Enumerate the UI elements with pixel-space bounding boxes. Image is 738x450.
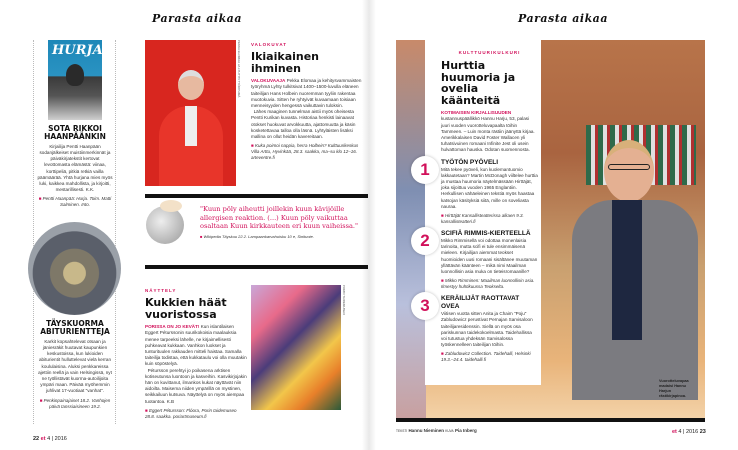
article-title: Ikiaikainen ihminen: [251, 50, 320, 75]
moon-image: [146, 206, 184, 244]
divider-bar: [396, 418, 705, 422]
section-title-right: Parasta aikaa: [518, 12, 608, 25]
wool-tuft-image: [160, 200, 182, 212]
issue-number: 4 | 2016: [678, 429, 699, 435]
item-title: SCIFIÄ RIMMIS-KIERTEELLÄ: [441, 230, 531, 238]
item-body: Mikko Rimmisellä voi odottaa monenlaisia tarinoita, mutta scifi ei tule ensimmäisenä mieleen. Kirjailijan aiemmat teokset huomioiden uusi romaani sisältänee muutaman yllättävän käänteen – mikä nimi Maailman luonnollisin asia muka on tieteisromaanille?: [441, 238, 538, 275]
article-body: [251, 78, 363, 140]
article-body: Karkit kopsahtelevat otsaan ja jäniesräkit huutavat kaupunkien keskustoissa, kun lukioiden abiturientit hulluttelevat vielä kerran koululaisina. Aluksi penkkareissa ajettiin reellä ja vain Helsingissä, nyt ne työllistävät kuorma-autoilijoita ympäri maan. Päivää myöhemmin juhlivat 17-vuotiaat "vanhat".: [38, 338, 112, 394]
valokuvat-article: [251, 42, 363, 161]
issue-number: 4 | 2016: [47, 436, 67, 442]
body-text: Lähes maaginen tunnelman aistii myös oheisesta Pentti Kurikan kuvasta. Historiaa henkisti lainaavat otokset huokuvat arvokkuutta, ajattomuutta ja käsin kosketettavaa talloa olla läsnä. Lyhtyläisten lisäksi mallina on ollut heidän kavereitaan.: [251, 109, 356, 139]
credit-author: Hannu Nieminen: [408, 428, 444, 433]
quote-block: [200, 205, 365, 240]
article-title: Kukkien häät vuoristossa: [145, 296, 227, 321]
flower-painting-photo: [251, 285, 341, 410]
list-item: [420, 230, 538, 290]
number-badge: 3: [411, 292, 439, 320]
magazine-logo: et: [672, 429, 677, 435]
page-footer-right: [672, 429, 706, 435]
glasses: [608, 164, 650, 170]
article-title: Hurttia huumoria ja ovelia käänteitä: [441, 59, 516, 107]
credit-label: TEKSTI: [396, 429, 408, 433]
quote-text: "Kuun pöly aiheutti joillekin kuun kävijöille allergisen reaktion. (...) Kuun pöly vaikuttaa osaltaan Kuun kirkkauteen eri kuun vaiheissa.": [200, 205, 359, 230]
body-text: Pekka Elomaa ja kehitysvammaisten työryhmä Lyhty tulkitsivat 1400–1500-luvulla eläneen taiteilijan Hans Holbein nuoremman tyyliin rakentaa muotokuvia. Sitten he ryhtyivät kuvaamaan toisiaan menneisyyden hengessä vaikuttavin tuloksin.: [251, 78, 362, 108]
page-number: 22: [33, 436, 40, 442]
nayttely-article: [145, 288, 247, 420]
sidebar-article-1: [37, 125, 113, 208]
article-body: Kirjailija Pentti Haanpään sodanjälkeiset muistiinmerkinnät ja päiväkirjatekstit kertovat levottomasta elämästä: viinaa, korttipeliä, pitkiä retkiä vailla päämäärää. Yhtä hurjana mies myös luki, kaikkea mahdollista, ja kirjoitti, mestarillisesti. K.K.: [37, 143, 113, 193]
body-text: kustannuspäällikkö Hannu Harju, 53, palasi juuri vuoden vuorotteluvapaalta töihin Tammeen. – Luin monta rästiin jäänyttä kirjaa. Amerikkalaisen David Foster Wallacen yli tuhatsivuinen romaani Infinite Jest oli usein hulvattoman hauska. Odotan suomennosta.: [441, 116, 535, 153]
lead-in: KOTIMAISEN KIRJALLISUUDEN: [441, 110, 512, 116]
article-intro: [441, 110, 538, 153]
lead-in: PORISSA ON JO KEVÄT!: [145, 324, 200, 330]
article-note: ■ Penkinpainajaiset 18.2. Vanhojen päivä tanssiaisineen 19.2.: [37, 398, 113, 410]
divider-bar: [145, 265, 368, 269]
section-kicker: NÄYTTELY: [145, 288, 177, 293]
list-item: [420, 295, 538, 363]
number-badge: 2: [411, 227, 439, 255]
article-note: ■ Pentti Haanpää: Hurja. Toim. Matti Salminen. Into.: [37, 196, 113, 208]
photo-credit: PEKKA ELOMAA JA LYHTYN TYÖRYHMÄ: [237, 40, 241, 98]
item-body: Mitä tekee pyöveli, kun kuolemantuomio lakkautetaan? Martin McDonagh viiltelee hurttia ja mustaa huumoria näytelmässään Hirttäjät, joka sijoittuu vuoden 1965 Englantiin. Herkullisen vähäeleinen tekstiä myös haastaa katsojan käsityksiä siitä, mille on soveliasta nauraa.: [441, 166, 538, 209]
lead-in: VALOKUVAAJA: [251, 78, 286, 84]
item-note: ■ Zabludowicz Collection. Taidehalli, Helsinki 19.3.–24.4. taidehalli.fi: [441, 351, 538, 363]
photo-credit: PORIN TAIDEMUSEO: [342, 285, 346, 315]
item-note: ■ Mikko Rimminen: Maailman luonnollisin asia. Ilmestyy huhtikuussa Teokselta.: [441, 278, 538, 290]
article-title: SOTA RIKKOI HAANPÄÄNKIN: [44, 124, 106, 141]
article-title: TÄYSKUORMA ABITURIENTTEJA: [40, 319, 110, 336]
section-kicker: VALOKUVAT: [251, 42, 287, 47]
photo-caption: Vuorotteluvapaa madaisi Hannu Harjun rästikirjapinoa.: [659, 379, 689, 398]
number-badge: 1: [411, 156, 439, 184]
item-title: TYÖTÖN PYÖVELI: [441, 158, 499, 166]
portrait-silhouette: [66, 64, 84, 86]
section-title-left: Parasta aikaa: [152, 12, 242, 25]
credit-label: KUVA: [445, 429, 454, 433]
kulttuuri-article: [420, 50, 538, 363]
item-title: KERÄILIJÄT RAOTTAVAT OVEA: [441, 295, 520, 311]
page-footer-left: [33, 436, 67, 442]
article-body: [145, 324, 247, 405]
book-cover-title: HURJA: [52, 43, 103, 58]
item-note: ■ Hirttäjät Kansallisteatterissa alkaen 9.3. kansallisteatteri.fi: [441, 213, 538, 225]
article-note: ■ Kuka poimoi nappia, herra Holbein? Kulttuurikeskus Villa Arttu, Hyvinkää, 28.3. saakka, ma–su klo 12–16. arteventre.fi: [251, 143, 363, 161]
article-note: ■ Eggert Pétursson: Flóora, Porin taidemuseo 28.8. saakka. poriartmuseum.fi: [145, 408, 247, 420]
truck-photo: [28, 222, 121, 315]
sidebar-article-2: [37, 320, 113, 410]
red-portrait-photo: [145, 40, 236, 186]
section-kicker: KULTTUURIKULKURI: [458, 50, 521, 55]
item-body: Viitisen vuotta sitten Anita ja Chaim "Poju" Zabludowicz perustivat Pernajan Sarvisaloon taiteilijaresidenssin. Siellä on myös osa pariskunnan taidekokoelmasta. Taidehallissa voi tutustua yhdeksän Sarvisalossa työskennelleen taiteilijan töihin.: [441, 311, 533, 348]
book-cover-image: [48, 40, 102, 120]
list-item: [420, 158, 538, 225]
page-number: 23: [699, 429, 706, 435]
body-text: Kun islantilaisen Eggert Péturssonin suurikokoisia maalauksia menee tarpeeksi lähelle, ne kirjaimellisesti puhkeavat kukkaan. Vanhkon luokset ja tunturituulen rakkauden mitteli haistaa. Samalla taiteilija todistaa, että kukkataulu voi olla muutakin kuin söpöstelyä.: [145, 324, 247, 367]
divider-bar: [145, 194, 368, 198]
quote-source: ■ Wikipedia Täyskuu 22.2. Lampaankarvahuisku 10 e, Sinituote.: [200, 234, 365, 240]
body-text: Pétursson perehtyi jo poikasena arktisen kotiseutunsa luontoon ja kasveihin. Kasvikirjojakin hän on kuvittanut, ilmankos kukat näyttävät niin aidoilta. Maisema niiden ympärillä on mystinen, seikkailuun kutsuva. Näyttelyä on myös aiempaa tuotantoa. K.B: [145, 367, 247, 404]
credit-author: Pia Inberg: [454, 428, 477, 433]
credits: [396, 428, 477, 433]
magazine-logo: et: [40, 436, 46, 442]
